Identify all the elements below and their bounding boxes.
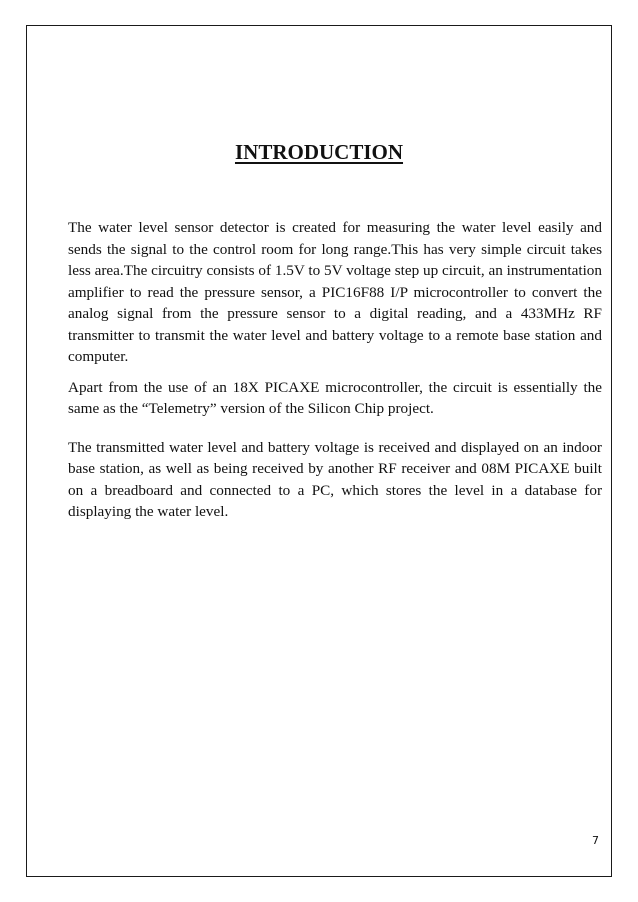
paragraph-2: Apart from the use of an 18X PICAXE microcontroller, the circuit is essentially the same as the “Telemetry” version of the Silicon Chip project.	[68, 378, 602, 417]
page-number: 7	[592, 834, 599, 847]
paragraph-3: The transmitted water level and battery voltage is received and displayed on an indoor base station, as well as being received by another RF receiver and 08M PICAXE built on a breadboard and connected to a PC, which stores the level in a database for displaying the water level.	[68, 438, 602, 520]
page-title	[0, 140, 638, 165]
body-text	[68, 217, 602, 532]
paragraph-1: The water level sensor detector is created for measuring the water level easily and sends the signal to the control room for long range.This has very simple circuit takes less area.The circuitry consists of 1.5V to 5V voltage step up circuit, an instrumentation amplifier to read the pressure sensor, a PIC16F88 I/P microcontroller to convert the analog signal from the pressure sensor to a digital reading, and a 433MHz RF transmitter to transmit the water level and battery voltage to a remote base station and computer.	[68, 219, 602, 365]
page-title-text: INTRODUCTION	[234, 140, 404, 164]
